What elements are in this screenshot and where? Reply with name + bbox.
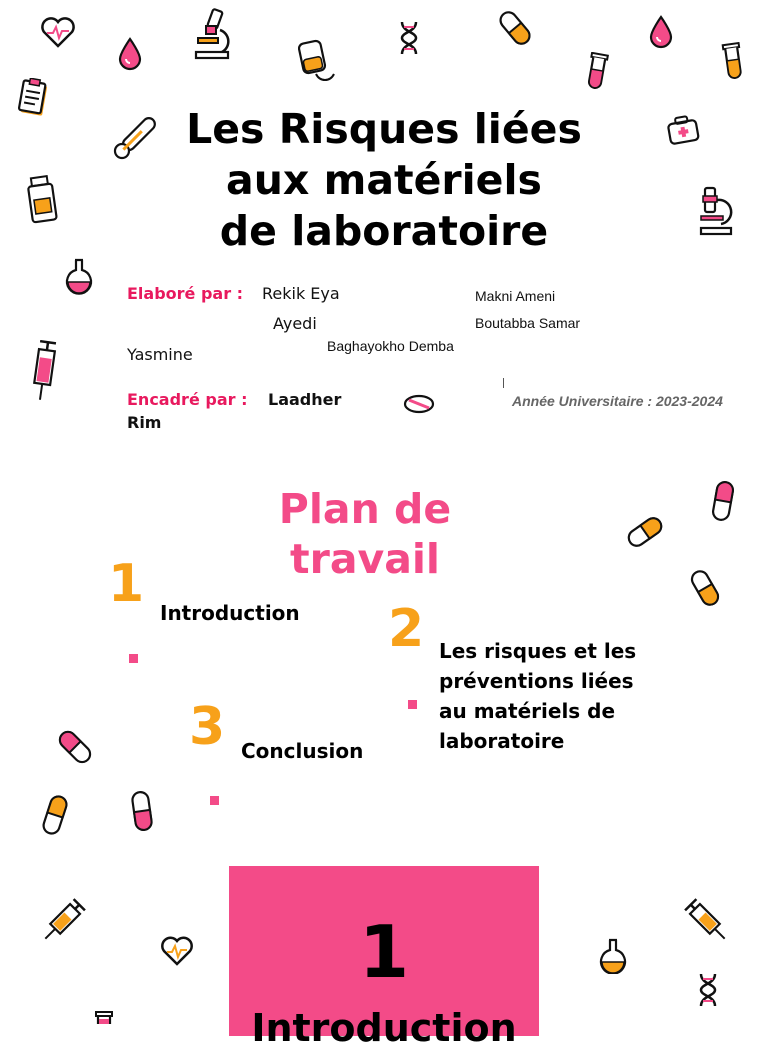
supervisor-name-line-2: Rim xyxy=(127,413,162,432)
plan-item-2-label xyxy=(439,636,636,756)
plan-item-2-bullet xyxy=(408,700,417,709)
author-baghayokho-demba: Baghayokho Demba xyxy=(327,338,454,354)
tablet-icon xyxy=(403,394,435,414)
plan-item-1-label: Introduction xyxy=(160,601,300,625)
plan-item-3-label: Conclusion xyxy=(241,739,364,763)
heart-monitor-icon xyxy=(40,16,76,48)
dna-icon xyxy=(698,972,718,1008)
text-cursor-mark xyxy=(503,378,504,388)
test-tube-icon xyxy=(92,1010,116,1024)
page-title xyxy=(150,104,618,257)
plan-item-1-bullet xyxy=(129,654,138,663)
encadre-par-label: Encadré par : xyxy=(127,390,248,409)
plan-item-2-line-3: au matériels de xyxy=(439,699,616,723)
clipboard-icon xyxy=(16,78,50,118)
plan-item-2-line-1: Les risques et les xyxy=(439,639,637,663)
test-tube-icon xyxy=(584,52,610,90)
pill-capsule-icon xyxy=(56,728,94,766)
plan-title xyxy=(250,484,480,584)
blood-drop-icon xyxy=(118,37,142,71)
pill-capsule-icon xyxy=(498,8,532,48)
pill-capsule-icon xyxy=(688,568,722,608)
section-title: Introduction xyxy=(251,1006,517,1050)
pill-capsule-icon xyxy=(710,480,736,522)
iv-bag-icon xyxy=(298,38,338,82)
plan-item-2-line-4: laboratoire xyxy=(439,729,565,753)
microscope-icon xyxy=(192,8,236,60)
plan-item-2-line-2: préventions liées xyxy=(439,669,634,693)
syringe-icon xyxy=(38,896,88,946)
author-makni-ameni: Makni Ameni xyxy=(475,288,556,304)
pill-capsule-icon xyxy=(40,794,70,836)
plan-item-1-number: 1 xyxy=(108,554,145,614)
title-line-3: de laboratoire xyxy=(219,207,549,255)
pill-capsule-icon xyxy=(626,514,664,550)
medicine-bottle-icon xyxy=(24,175,60,225)
plan-item-2-number: 2 xyxy=(388,599,425,659)
heart-monitor-icon xyxy=(160,936,194,966)
flask-icon xyxy=(598,938,628,974)
author-boutabba-samar: Boutabba Samar xyxy=(475,315,581,331)
syringe-icon xyxy=(682,896,732,946)
plan-title-line-1: Plan de xyxy=(278,485,452,533)
plan-item-3-bullet xyxy=(210,796,219,805)
microscope-icon xyxy=(697,186,739,238)
academic-year: Année Universitaire : 2023-2024 xyxy=(512,393,723,409)
plan-item-3-number: 3 xyxy=(189,697,226,757)
first-aid-kit-icon xyxy=(666,114,700,146)
section-number: 1 xyxy=(358,910,410,994)
elabore-par-label: Elaboré par : xyxy=(127,284,244,303)
title-line-2: aux matériels xyxy=(226,156,542,204)
dna-icon xyxy=(399,20,419,56)
syringe-icon xyxy=(28,340,60,402)
flask-icon xyxy=(64,258,94,296)
author-rekik-eya: Rekik Eya xyxy=(262,284,340,303)
pill-capsule-icon xyxy=(128,790,156,832)
author-ayedi: Ayedi xyxy=(273,314,317,333)
author-yasmine: Yasmine xyxy=(127,345,193,364)
supervisor-name-line-1: Laadher xyxy=(268,390,342,409)
title-line-1: Les Risques liées xyxy=(186,105,582,153)
blood-drop-icon xyxy=(648,15,674,49)
test-tube-icon xyxy=(720,42,746,80)
plan-title-line-2: travail xyxy=(290,535,440,583)
